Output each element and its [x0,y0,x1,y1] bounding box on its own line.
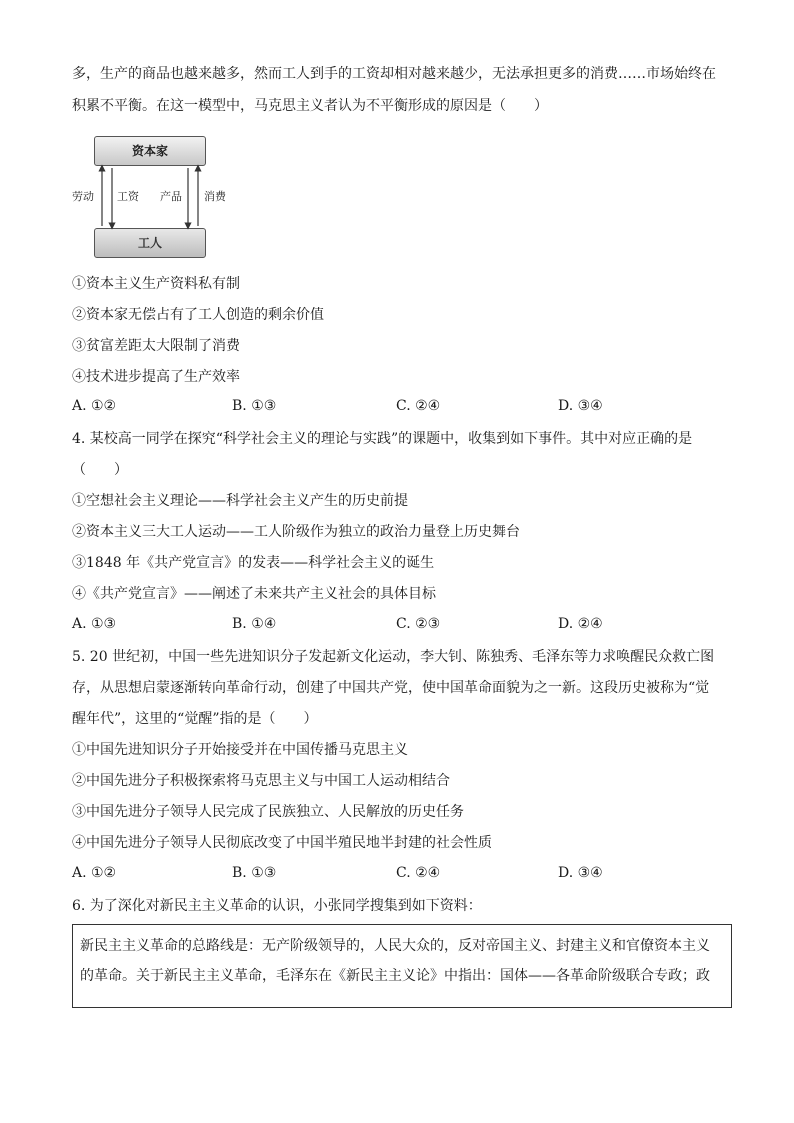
q4-option-a[interactable]: A. ①③ [72,616,117,632]
q5-item-1: ①中国先进知识分子开始接受并在中国传播马克思主义 [72,742,408,758]
q5-option-c[interactable]: C. ②④ [396,865,441,881]
q4-option-c[interactable]: C. ②③ [396,616,441,632]
q5-options [72,865,732,885]
q4-options [72,616,732,636]
label-wage: 工资 [117,190,139,203]
q4-item-3: ③1848 年《共产党宣言》的发表——科学社会主义的诞生 [72,555,435,571]
q5-option-b[interactable]: B. ①③ [232,865,277,881]
q5-stem-line-2: 存，从思想启蒙逐渐转向革命行动，创建了中国共产党，使中国革命面貌为之一新。这段历史被称为“觉 [72,680,710,696]
capital-labor-diagram [72,136,232,260]
q3-item-4: ④技术进步提高了生产效率 [72,369,240,385]
q6-material-line-1: 新民主主义革命的总路线是：无产阶级领导的，人民大众的，反对帝国主义、封建主义和官僚资本主义 [80,938,710,954]
label-product: 产品 [160,190,182,203]
q5-item-4: ④中国先进分子领导人民彻底改变了中国半殖民地半封建的社会性质 [72,835,492,851]
label-consume: 消费 [204,190,226,203]
continued-stem-line-2: 积累不平衡。在这一模型中，马克思主义者认为不平衡形成的原因是（ ） [72,98,548,114]
q4-item-1: ①空想社会主义理论——科学社会主义产生的历史前提 [72,493,408,509]
q4-stem-line-2: （ ） [72,462,128,478]
q4-item-4: ④《共产党宣言》——阐述了未来共产主义社会的具体目标 [72,586,436,602]
q3-item-1: ①资本主义生产资料私有制 [72,276,240,292]
capitalist-box: 资本家 [94,136,206,166]
q6-material-box [72,924,732,1008]
q3-item-3: ③贫富差距太大限制了消费 [72,338,240,354]
q5-option-d[interactable]: D. ③④ [558,865,603,881]
worker-box: 工人 [94,228,206,258]
q4-stem-line-1: 4. 某校高一同学在探究“科学社会主义的理论与实践”的课题中，收集到如下事件。其中对应正确的是 [72,431,693,447]
q5-item-2: ②中国先进分子积极探索将马克思主义与中国工人运动相结合 [72,773,450,789]
q4-option-d[interactable]: D. ②④ [558,616,603,632]
q3-option-c[interactable]: C. ②④ [396,398,441,414]
q3-option-d[interactable]: D. ③④ [558,398,603,414]
q3-option-b[interactable]: B. ①③ [232,398,277,414]
q6-material-line-2: 的革命。关于新民主主义革命，毛泽东在《新民主主义论》中指出：国体——各革命阶级联合专政；政 [80,968,710,984]
label-labor: 劳动 [72,190,94,203]
q6-stem: 6. 为了深化对新民主主义革命的认识，小张同学搜集到如下资料： [72,898,482,914]
q3-options [72,398,732,418]
q5-stem-line-1: 5. 20 世纪初，中国一些先进知识分子发起新文化运动，李大钊、陈独秀、毛泽东等力求唤醒民众救亡图 [72,649,715,665]
q5-stem-line-3: 醒年代”，这里的“觉醒”指的是（ ） [72,711,318,727]
q5-option-a[interactable]: A. ①② [72,865,117,881]
q5-item-3: ③中国先进分子领导人民完成了民族独立、人民解放的历史任务 [72,804,464,820]
q4-item-2: ②资本主义三大工人运动——工人阶级作为独立的政治力量登上历史舞台 [72,524,520,540]
q3-option-a[interactable]: A. ①② [72,398,117,414]
q4-option-b[interactable]: B. ①④ [232,616,277,632]
continued-stem-line-1: 多，生产的商品也越来越多，然而工人到手的工资却相对越来越少，无法承担更多的消费……市场始终在 [72,66,716,82]
q3-item-2: ②资本家无偿占有了工人创造的剩余价值 [72,307,324,323]
